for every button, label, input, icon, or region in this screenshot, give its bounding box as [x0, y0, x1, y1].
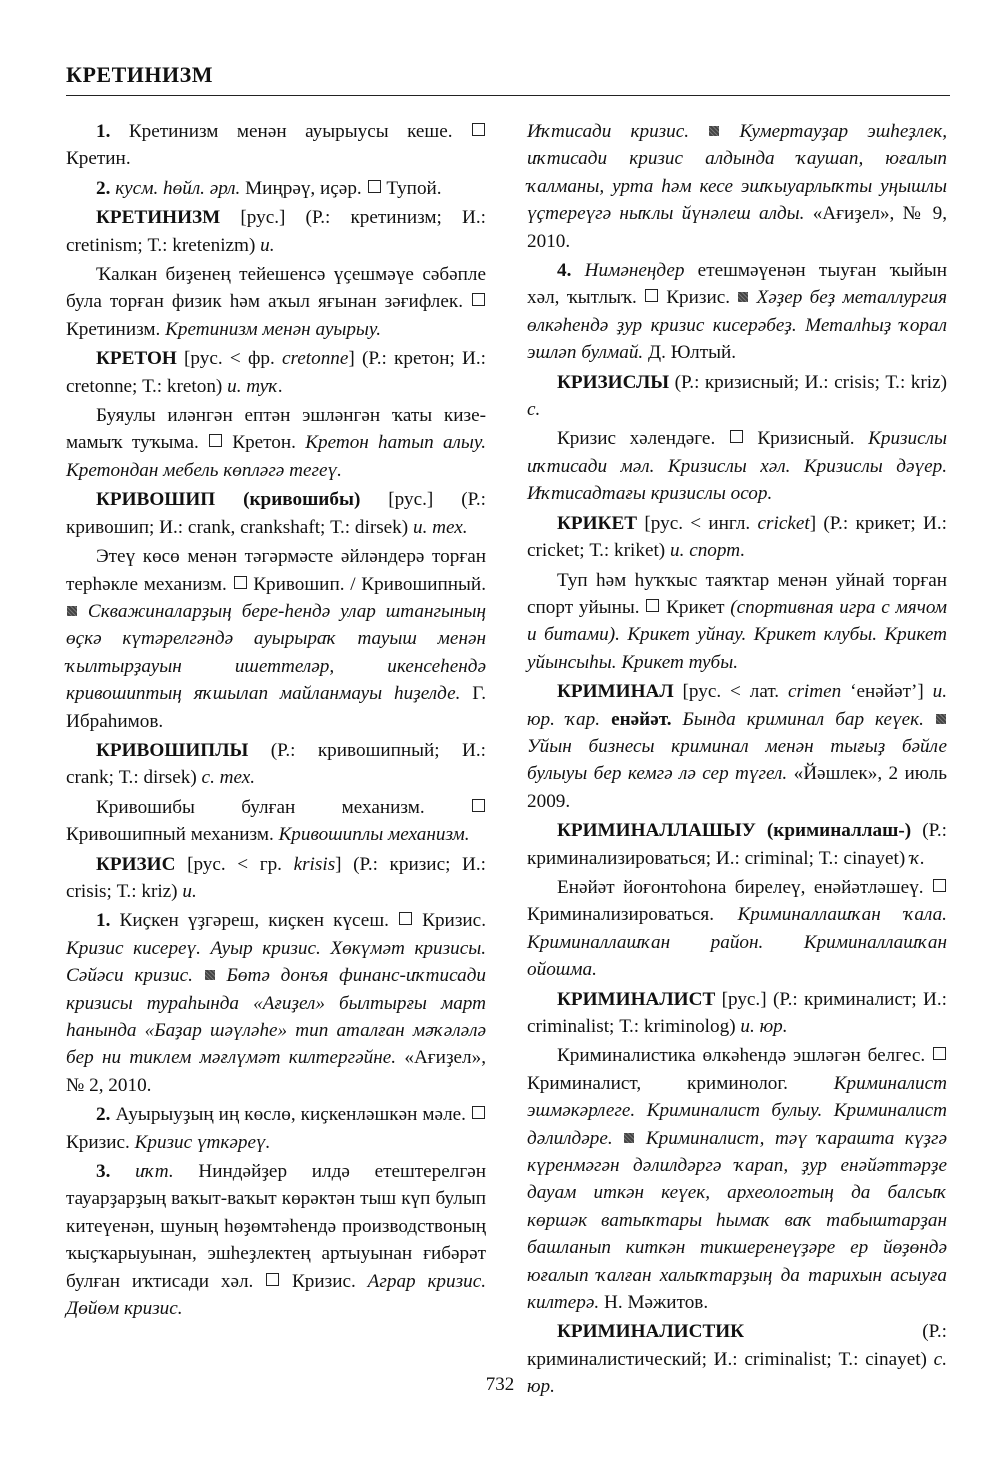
dictionary-paragraph: [66, 118, 486, 173]
dictionary-paragraph: [66, 175, 486, 202]
bold-text: КРИЗИС: [96, 853, 176, 875]
italic-text: Уйын бизнесы криминал менән тығыҙ бәйле булыуы бер кемгә лә сер түгел.: [527, 735, 947, 785]
plain-text: [рус.] (Р.: кривошип; И.: crank, crankshaft; Т.: dirsek): [66, 489, 486, 538]
italic-text: и. спорт.: [670, 540, 746, 562]
bold-text: КРЕТОН: [96, 348, 177, 370]
bold-text: 1.: [96, 910, 120, 932]
italic-text: Бөтә донъя финанс-иҡтисади кризисы тураһында «Ағиҙел» былтырғы март һанында «Баҙар шәүләһе» тип аталған мәҡәләлә бер ни тиклем мәғлүмәт килтергәйне.: [66, 965, 487, 1069]
plain-text: Г. Ибраһимов.: [66, 683, 486, 732]
plain-text: Тупой.: [381, 177, 442, 199]
plain-text: Енәйәт йоғонтоһона бирелеү, енәйәтләшеү.: [557, 876, 932, 898]
example-square-icon: [709, 126, 719, 136]
dictionary-paragraph: [527, 425, 947, 507]
plain-text: ] (Р.: кризис; И.: crisis; Т.: kriz): [66, 853, 487, 902]
bold-text: КРИМИНАЛИСТ: [557, 988, 716, 1010]
dictionary-paragraph: [66, 907, 486, 1099]
plain-text: Криминалистика өлкәһендә эшләгән белгес.: [557, 1045, 932, 1067]
dictionary-paragraph: [527, 118, 947, 255]
plain-text: Кризис.: [659, 287, 738, 309]
plain-text: Ҡалкан биҙенең тейешенсә үҫешмәүе сәбәпле була торған физик һәм аҡыл яғынан зәғифлек.: [66, 264, 486, 313]
italic-text: Бында криминал бар кеүек.: [671, 708, 935, 730]
translation-square-icon: [933, 879, 946, 892]
plain-text: Крикет: [660, 596, 731, 618]
plain-text: «Йәшлек», 2 июль 2009.: [527, 763, 947, 812]
plain-text: [рус.] (Р.: кретинизм; И.: cretinism; Т.: kretenizm): [66, 207, 486, 256]
plain-text: Кризис.: [66, 1131, 135, 1153]
plain-text: ‘енәйәт’]: [841, 681, 933, 703]
plain-text: Кризисный.: [743, 428, 869, 450]
plain-text: Кретин.: [66, 148, 131, 170]
left-column: [66, 118, 486, 1322]
dictionary-paragraph: [66, 794, 486, 849]
plain-text: Киҫкен үҙгәреш, киҫкен күсеш.: [119, 910, 399, 932]
italic-text: и. юр. ҡар.: [527, 681, 948, 730]
dictionary-paragraph: [66, 851, 486, 906]
dictionary-paragraph: [66, 1101, 486, 1156]
bold-text: 1.: [96, 121, 129, 142]
dictionary-paragraph: [66, 345, 486, 400]
dictionary-paragraph: [527, 510, 947, 565]
bold-text: 3.: [96, 1161, 136, 1183]
plain-text: (Р.: кривошипный; И.: crank; Т.: dirsek): [66, 739, 486, 789]
dictionary-paragraph: [527, 1042, 947, 1316]
plain-text: (Р.: криминалистический; И.: criminalist; Т.: cinayet): [527, 1321, 947, 1370]
plain-text: Туп һәм һуҡҡыс таяҡтар менән уйнай торған спорт уйыны.: [527, 569, 947, 618]
dictionary-paragraph: [527, 567, 947, 677]
italic-text: Кризис үткәреү.: [134, 1131, 271, 1153]
plain-text: «Ағиҙел», № 2, 2010.: [66, 1047, 487, 1096]
italic-text: Скважиналарҙың бере-һендә улар штангының өҫкә күтәрелгәндә ауырыраҡ тауыш менән ҡылтырҙауын ишеттеләр, икенсеһендә кривошиптың яҡшылап майланмауы һиҙелде.: [66, 600, 486, 705]
italic-text: krisis: [293, 853, 336, 875]
italic-text: и.: [260, 234, 275, 256]
plain-text: Этеү көсө менән тәгәрмәсте әйләндерә торған терһәкле механизм.: [66, 546, 486, 595]
italic-text: crimen: [787, 681, 842, 703]
plain-text: Кретинизм менән ауырыусы кеше.: [128, 121, 471, 142]
example-square-icon: [624, 1133, 634, 1143]
italic-text: с.: [527, 399, 541, 421]
plain-text: Буяулы иләнгән ептән эшләнгән ҡаты кизе-мамыҡ туҡыма.: [66, 405, 486, 454]
bold-text: 4.: [557, 260, 585, 282]
dictionary-paragraph: [527, 369, 947, 424]
translation-square-icon: [933, 1047, 946, 1060]
bold-text: енәйәт.: [600, 708, 672, 730]
example-square-icon: [738, 292, 748, 302]
bold-text: КРИКЕТ: [557, 512, 638, 534]
plain-text: Ниндәйҙер илдә етештерелгән тауарҙарҙың ваҡыт-ваҡыт көрәктән тыш күп булып китеүенән, шуның һөҙөмтәһендә производствоның ҡыҫҡарыуынан, эшһеҙлектең артыуынан ғибәрәт булған иҡтисади хәл.: [66, 1161, 486, 1292]
bold-text: КРЕТИНИЗМ: [96, 207, 221, 229]
italic-text: Кретинизм менән ауырыу.: [165, 318, 382, 340]
italic-text: Хәҙер беҙ металлургия өлкәһендә ҙур кризис кисерәбеҙ. Металһыҙ ҡорал эшләп булмай.: [527, 287, 947, 364]
translation-square-icon: [472, 799, 485, 812]
plain-text: Кризис.: [413, 910, 486, 932]
plain-text: (Р.: криминализироваться; И.: criminal; Т.: cinayet): [527, 820, 947, 869]
translation-square-icon: [472, 1106, 485, 1119]
italic-text: и. туҡ.: [227, 375, 284, 397]
translation-square-icon: [646, 599, 659, 612]
dictionary-paragraph: [527, 874, 947, 984]
plain-text: Кризис.: [280, 1270, 368, 1292]
italic-text: Кретон һатып алыу. Кретондан мебель көпләгә тегеү.: [66, 432, 486, 481]
bold-text: 2.: [96, 177, 116, 199]
bold-text: КРИМИНАЛИСТИК: [557, 1321, 745, 1343]
plain-text: Миңрәү, иҫәр.: [240, 177, 367, 199]
translation-square-icon: [368, 180, 381, 193]
plain-text: Кризис хәлендәге.: [557, 428, 729, 450]
plain-text: Н. Мәжитов.: [599, 1292, 709, 1314]
bold-text: КРИВОШИПЛЫ: [96, 739, 249, 761]
bold-text: КРИМИНАЛ: [557, 681, 674, 703]
translation-square-icon: [209, 434, 222, 447]
right-column: [527, 118, 947, 1401]
plain-text: [рус. < фр.: [176, 348, 282, 370]
example-square-icon: [936, 714, 946, 724]
bold-text: КРИЗИСЛЫ: [557, 371, 670, 393]
example-square-icon: [205, 970, 215, 980]
header-rule: [66, 95, 950, 96]
italic-text: кусм. һөйл. әрл.: [115, 177, 241, 199]
dictionary-paragraph: [66, 543, 486, 735]
italic-text: Аграр кризис. Дөйөм кризис.: [66, 1270, 487, 1320]
italic-text: и. юр.: [740, 1016, 788, 1037]
plain-text: Кривошипный механизм.: [66, 824, 279, 846]
plain-text: [рус.] (Р.: криминалист; И.: criminalist; Т.: kriminolog): [527, 988, 947, 1037]
italic-text: с. тех.: [201, 767, 256, 789]
plain-text: етешмәүенән тыуған ҡыйын хәл, ҡытлыҡ.: [527, 260, 948, 309]
dictionary-paragraph: [527, 817, 947, 872]
plain-text: ] (Р.: кретон; И.: cretonne; Т.: kreton): [66, 348, 486, 397]
translation-square-icon: [234, 576, 247, 589]
plain-text: Ауырыуҙың иң көслө, киҫкенләшкән мәле.: [115, 1104, 471, 1126]
italic-text: Криминалист, тәү ҡараштa күҙгә күренмәгән дәлилдәргә ҡарап, ҙур енәйәттәрҙе дауам иткән кеүек, археологтың да балсыҡ көршәк ватыҡтары һымаҡ ваҡ табыштарҙан башланып киткән тикшеренеүҙәре ер йөҙөндә юғалып ҡалған халыҡтарҙың да тарихын асыуға килтерә.: [527, 1127, 947, 1314]
plain-text: [рус. < гр.: [175, 853, 294, 875]
plain-text: ] (Р.: крикет; И.: cricket; Т.: kriket): [527, 512, 947, 562]
dictionary-paragraph: [66, 1158, 486, 1322]
italic-text: (спортивная игра с мячом и битами). Крикет уйнау. Крикет клубы. Крикет уйынсыһы. Крикет тубы.: [527, 596, 947, 673]
italic-text: cretonne: [282, 348, 349, 370]
dictionary-paragraph: [66, 486, 486, 541]
plain-text: [рус. < ингл.: [637, 512, 758, 534]
italic-text: и. тех.: [412, 516, 468, 538]
example-square-icon: [67, 606, 77, 616]
dictionary-paragraph: [527, 678, 947, 815]
translation-square-icon: [645, 289, 658, 302]
running-head: КРЕТИНИЗМ: [66, 62, 213, 87]
plain-text: (Р.: кризисный; И.: crisis; Т.: kriz): [669, 371, 947, 393]
dictionary-paragraph: [66, 737, 486, 792]
translation-square-icon: [266, 1273, 279, 1286]
dictionary-paragraph: [66, 402, 486, 484]
page-number: 732: [485, 1374, 515, 1395]
italic-text: Иҡтисади кризис.: [527, 121, 709, 142]
plain-text: Кривошип. / Кривошипный.: [247, 573, 486, 595]
dictionary-paragraph: [66, 204, 486, 259]
translation-square-icon: [399, 912, 412, 925]
italic-text: Кумертауҙар эшһеҙлек, иҡтисади кризис алдында ҡаушап, юғалып ҡалманы, урта һәм кесе эшҡыуарлыҡты уңышлы үҫтереүгә ныҡлы йүнәлеш алды.: [527, 121, 947, 225]
plain-text: Кретинизм.: [66, 318, 166, 340]
translation-square-icon: [472, 123, 485, 136]
translation-square-icon: [472, 293, 485, 306]
plain-text: «Ағиҙел», № 9, 2010.: [527, 203, 947, 252]
italic-text: и.: [182, 880, 197, 902]
plain-text: Кретон.: [223, 432, 306, 454]
plain-text: Д. Юлтый.: [643, 342, 737, 364]
plain-text: Криминализироваться.: [527, 904, 738, 926]
translation-square-icon: [730, 430, 743, 443]
italic-text: Кризислы иҡтисади мәл. Кризислы хәл. Кризислы дәүер. Иҡтисадтағы кризислы осор.: [527, 428, 947, 505]
italic-text: cricket: [757, 512, 810, 534]
plain-text: Кривошибы булған механизм.: [96, 796, 471, 818]
bold-text: КРИМИНАЛЛАШЫУ (криминаллаш-): [557, 820, 912, 842]
plain-text: [рус. < лат.: [673, 681, 788, 703]
italic-text: Криминаллашҡан ҡала. Криминаллашҡан район. Криминаллашҡан ойошма.: [527, 904, 947, 981]
plain-text: Криминалист, криминолог.: [527, 1072, 834, 1094]
italic-text: Кризис кисереү. Ауыр кризис. Хөкүмәт кризисы. Сәйәси кризис.: [66, 937, 486, 987]
italic-text: ҡ.: [910, 847, 925, 869]
dictionary-paragraph: [527, 257, 947, 367]
italic-text: Нимәнеңдер: [584, 260, 685, 282]
italic-text: Кривошиплы механизм.: [278, 824, 470, 846]
bold-text: 2.: [96, 1104, 116, 1126]
italic-text: иҡт.: [135, 1161, 174, 1183]
dictionary-paragraph: [66, 261, 486, 343]
dictionary-paragraph: [527, 986, 947, 1041]
italic-text: с. юр.: [527, 1348, 947, 1398]
italic-text: Криминалист эшмәкәрлеге. Криминалист булыу. Криминалист дәлилдәре.: [527, 1072, 947, 1149]
bold-text: КРИВОШИП (кривошибы): [96, 489, 361, 511]
